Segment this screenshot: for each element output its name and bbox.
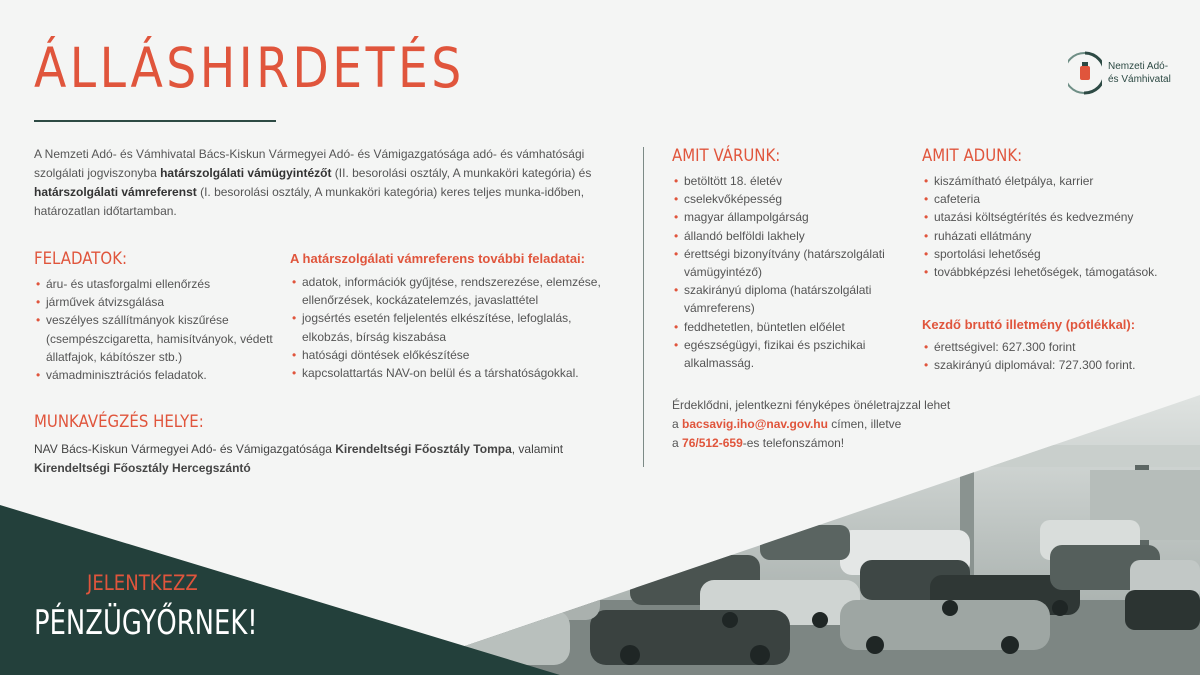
contact-text-2: -es telefonszámon! <box>742 436 845 450</box>
list-item: • sportolási lehetőség <box>922 245 1182 263</box>
list-item: • egészségügyi, fizikai és pszichikai alkalmasság. <box>672 336 887 372</box>
contact-text-1: címen, illetve <box>827 417 902 431</box>
munkavegzes-heading: MUNKAVÉGZÉS HELYE: <box>34 412 204 432</box>
contact-block <box>672 396 950 453</box>
list-item: • szakirányú diploma (határszolgálati vámreferens) <box>672 281 887 317</box>
page-title: ÁLLÁSHIRDETÉS <box>34 36 465 100</box>
contact-email-link[interactable]: bacsavig.iho@nav.gov.hu <box>682 417 828 431</box>
list-item: • érettségivel: 627.300 forint <box>922 338 1182 356</box>
list-item: • betöltött 18. életév <box>672 172 887 190</box>
list-item: • szakirányú diplomával: 727.300 forint. <box>922 356 1182 374</box>
nav-logo <box>1068 50 1171 96</box>
list-item: • feddhetetlen, büntetlen előélet <box>672 318 887 336</box>
list-item: • vámadminisztrációs feladatok. <box>34 366 274 384</box>
intro-role-2: határszolgálati vámreferenst <box>34 185 197 199</box>
place-location-1: Kirendeltségi Főosztály Tompa <box>335 442 512 456</box>
tovabbi-list <box>290 273 625 382</box>
feladatok-heading: FELADATOK: <box>34 249 128 269</box>
salary-heading: Kezdő bruttó illetmény (pótlékkal): <box>922 317 1136 332</box>
varunk-list <box>672 172 887 372</box>
varunk-section <box>672 146 887 372</box>
title-underline <box>34 120 276 122</box>
adunk-section <box>922 146 1182 281</box>
list-item: • továbbképzési lehetőségek, támogatások. <box>922 263 1182 281</box>
munkavegzes-section <box>34 412 634 478</box>
contact-phone-link[interactable]: 76/512-659 <box>682 436 743 450</box>
list-item: • jogsértés esetén feljelentés elkészítése, lefoglalás, elkobzás, bírság kiszabása <box>290 309 625 345</box>
munkavegzes-text <box>34 440 634 478</box>
cta-line-2: PÉNZÜGYŐRNEK! <box>34 603 258 643</box>
contact-prefix-2: a <box>672 436 683 450</box>
feladatok-list <box>34 275 274 384</box>
place-location-2: Kirendeltségi Főosztály Hercegszántó <box>34 461 251 475</box>
intro-paragraph <box>34 145 624 221</box>
salary-list <box>922 338 1182 374</box>
place-text-2: , valamint <box>511 442 564 456</box>
cta-line-1: JELENTKEZZ <box>87 571 198 595</box>
varunk-heading: AMIT VÁRUNK: <box>672 146 781 166</box>
list-item: • adatok, információk gyűjtése, rendszerezése, elemzése, ellenőrzések, kockázatelemzés, javaslattétel <box>290 273 625 309</box>
list-item: • kiszámítható életpálya, karrier <box>922 172 1182 190</box>
tovabbi-feladatok-section <box>290 251 625 382</box>
intro-text-2: (II. besorolási osztály, A munkaköri kategória) és <box>331 166 592 180</box>
tovabbi-heading: A határszolgálati vámreferens további feladatai: <box>290 251 586 266</box>
adunk-list <box>922 172 1182 281</box>
list-item: • hatósági döntések előkészítése <box>290 346 625 364</box>
adunk-heading: AMIT ADUNK: <box>922 146 1023 166</box>
nav-crest-icon <box>1068 50 1102 96</box>
list-item: • ruházati ellátmány <box>922 227 1182 245</box>
intro-role-1: határszolgálati vámügyintézőt <box>160 166 332 180</box>
feladatok-section <box>34 249 274 384</box>
list-item: • áru- és utasforgalmi ellenőrzés <box>34 275 274 293</box>
list-item: • kapcsolattartás NAV-on belül és a társhatóságokkal. <box>290 364 625 382</box>
logo-line-2: és Vámhivatal <box>1108 74 1171 85</box>
list-item: • cafeteria <box>922 190 1182 208</box>
list-item: • veszélyes szállítmányok kiszűrése (csempészcigaretta, hamisítványok, védett állatfajok, kábítószer stb.) <box>34 311 274 366</box>
list-item: • állandó belföldi lakhely <box>672 227 887 245</box>
contact-prefix-1: a <box>672 417 683 431</box>
list-item: • járművek átvizsgálása <box>34 293 274 311</box>
intro-text-3: (I. besorolási osztály, A munkaköri kategória) keres teljes munka-időben, határozatlan időtartamban. <box>34 185 585 218</box>
salary-section <box>922 317 1182 374</box>
contact-line-1: Érdeklődni, jelentkezni fényképes önéletrajzzal lehet <box>672 398 951 412</box>
list-item: • cselekvőképesség <box>672 190 887 208</box>
list-item: • magyar állampolgárság <box>672 208 887 226</box>
column-divider <box>643 147 644 467</box>
intro-text-1: A Nemzeti Adó- és Vámhivatal Bács-Kiskun Vármegyei Adó- és Vámigazgatósága adó- és vámhatósági szolgálati jogviszonyba <box>34 147 585 180</box>
list-item: • utazási költségtérítés és kedvezmény <box>922 208 1182 226</box>
contact-line-3 <box>672 434 950 453</box>
list-item: • érettségi bizonyítvány (határszolgálati vámügyintéző) <box>672 245 887 281</box>
logo-line-1: Nemzeti Adó- <box>1108 61 1169 72</box>
contact-line-2 <box>672 415 950 434</box>
place-text-1: NAV Bács-Kiskun Vármegyei Adó- és Vámigazgatósága <box>34 442 336 456</box>
